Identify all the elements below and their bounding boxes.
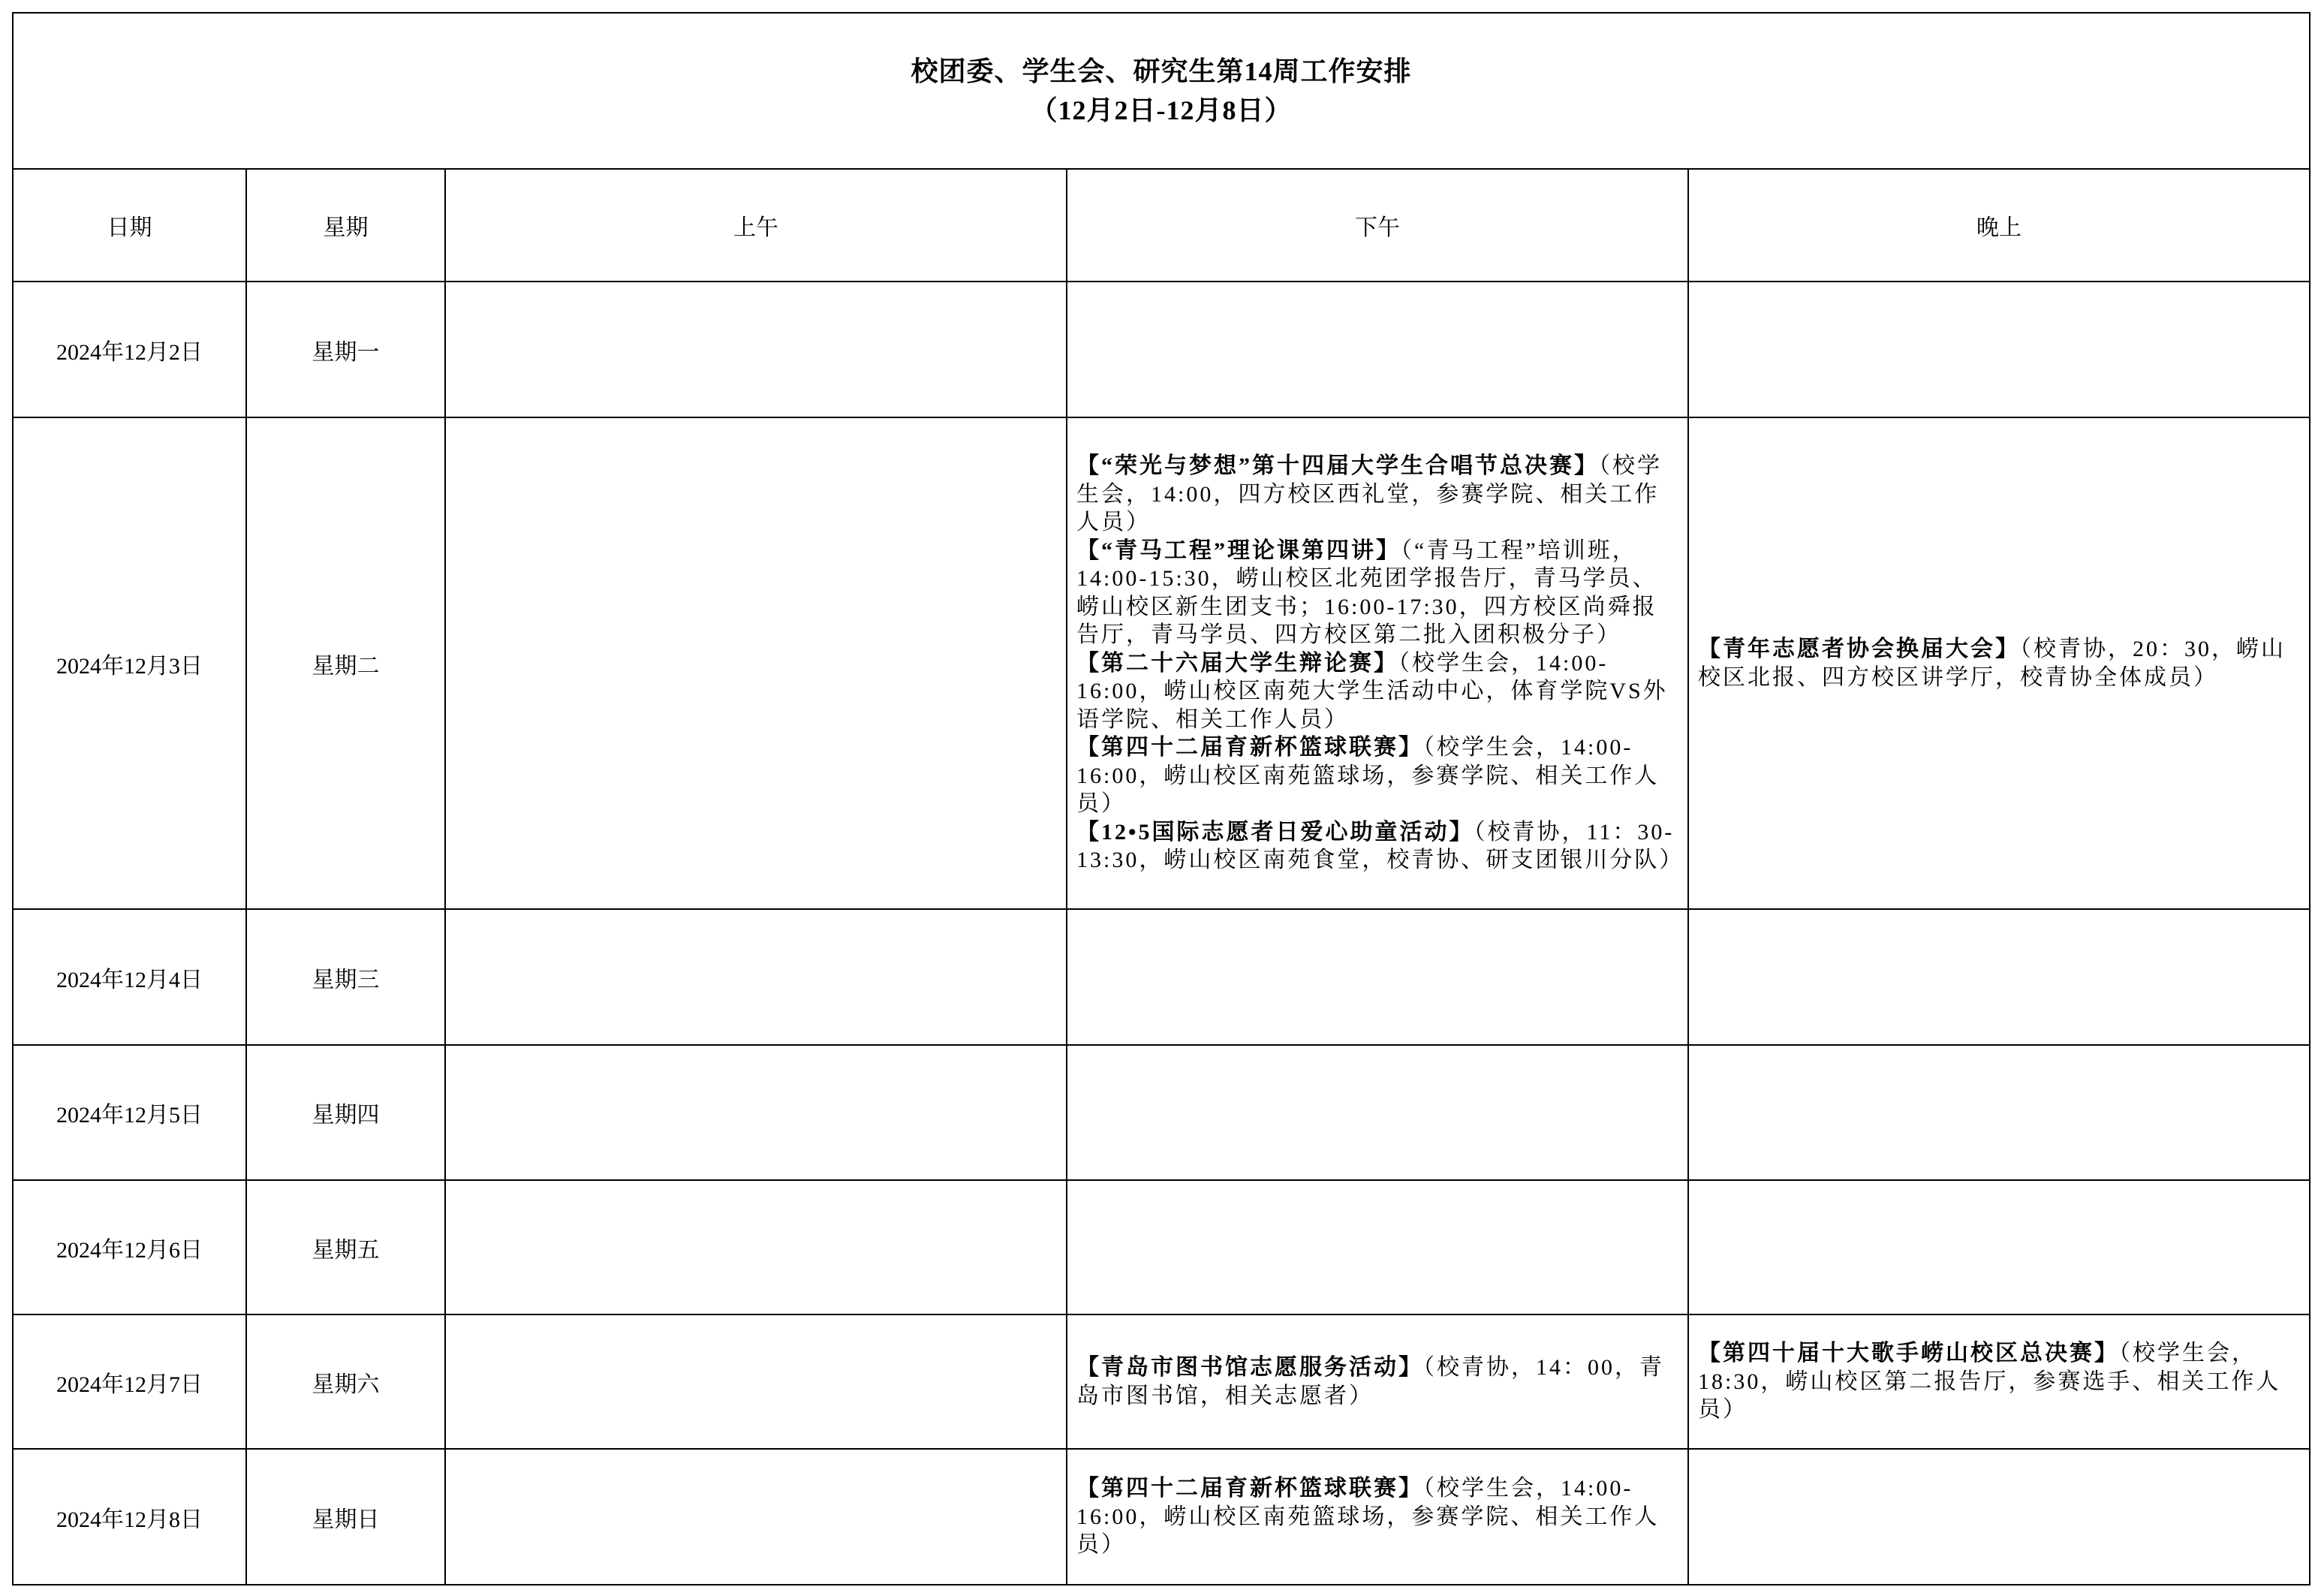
event-name: 【“青马工程”理论课第四讲】: [1076, 538, 1401, 563]
afternoon-cell: [1067, 1045, 1688, 1180]
header-afternoon: 下午: [1067, 169, 1688, 282]
event-name: 【第四十二届育新杯篮球联赛】: [1076, 735, 1423, 760]
event-entry: [1076, 733, 1677, 818]
morning-cell: [445, 1045, 1067, 1180]
date-cell: 2024年12月7日: [13, 1314, 246, 1449]
evening-cell: [1688, 282, 2310, 417]
weekday-cell: 星期一: [246, 282, 445, 417]
table-row: [13, 909, 2310, 1045]
event-detail: （校青协，14：00，青岛市图书馆，相关志愿者）: [1076, 1355, 1664, 1408]
header-morning: 上午: [445, 169, 1067, 282]
date-cell: 2024年12月6日: [13, 1180, 246, 1314]
morning-cell: [445, 282, 1067, 417]
morning-cell: [445, 1449, 1067, 1585]
event-entry: [1076, 452, 1677, 537]
weekday-cell: 星期五: [246, 1180, 445, 1314]
weekday-cell: 星期六: [246, 1314, 445, 1449]
event-name: 【12•5国际志愿者日爱心助童活动】: [1076, 819, 1474, 845]
event-detail: （校学生会，14:00-16:00，崂山校区南苑篮球场，参赛学院、相关工作人员）: [1076, 1476, 1660, 1558]
event-entry: [1698, 635, 2298, 691]
table-row: [13, 1045, 2310, 1180]
event-name: 【第四十二届育新杯篮球联赛】: [1076, 1476, 1423, 1501]
evening-cell: [1688, 1449, 2310, 1585]
header-evening: 晚上: [1688, 169, 2310, 282]
morning-cell: [445, 1314, 1067, 1449]
header-row: [13, 169, 2310, 282]
date-range: （12月2日-12月8日）: [1030, 95, 1293, 125]
header-weekday: 星期: [246, 169, 445, 282]
date-cell: 2024年12月2日: [13, 282, 246, 417]
title-cell: [13, 13, 2310, 169]
header-date: 日期: [13, 169, 246, 282]
page-title: 校团委、学生会、研究生第14周工作安排: [911, 56, 1412, 86]
event-name: 【“荣光与梦想”第十四届大学生合唱节总决赛】: [1076, 453, 1599, 479]
afternoon-cell: [1067, 1180, 1688, 1314]
event-detail: （校学生会，14:00-16:00，崂山校区南苑篮球场，参赛学院、相关工作人员）: [1076, 735, 1660, 817]
weekday-cell: 星期日: [246, 1449, 445, 1585]
table-row: [13, 1314, 2310, 1449]
morning-cell: [445, 1180, 1067, 1314]
event-entry: [1076, 1474, 1677, 1559]
event-entry: [1698, 1339, 2298, 1424]
morning-cell: [445, 417, 1067, 909]
evening-cell: [1688, 1180, 2310, 1314]
weekday-cell: 星期四: [246, 1045, 445, 1180]
weekday-cell: 星期三: [246, 909, 445, 1045]
evening-cell: [1688, 417, 2310, 909]
morning-cell: [445, 909, 1067, 1045]
schedule-table: [12, 12, 2310, 1585]
event-entry: [1076, 649, 1677, 734]
event-detail: （校学生会，14:00-16:00，崂山校区南苑大学生活动中心，体育学院VS外语学院、相关工作人员）: [1076, 650, 1668, 732]
event-detail: （校学生会，18:30，崂山校区第二报告厅，参赛选手、相关工作人员）: [1698, 1341, 2281, 1423]
afternoon-cell: [1067, 417, 1688, 909]
date-cell: 2024年12月5日: [13, 1045, 246, 1180]
event-name: 【第二十六届大学生辩论赛】: [1076, 650, 1398, 676]
event-entry: [1076, 1354, 1677, 1410]
event-detail: （校青协，11：30-13:30，崂山校区南苑食堂，校青协、研支团银川分队）: [1076, 819, 1684, 873]
event-detail: （校青协，20：30，崂山校区北报、四方校区讲学厅，校青协全体成员）: [1698, 637, 2286, 690]
date-cell: 2024年12月4日: [13, 909, 246, 1045]
table-row: [13, 1449, 2310, 1585]
table-row: [13, 417, 2310, 909]
event-name: 【青年志愿者协会换届大会】: [1698, 637, 2020, 661]
event-entry: [1076, 537, 1677, 649]
title-row: [13, 13, 2310, 169]
evening-cell: [1688, 1045, 2310, 1180]
afternoon-cell: [1067, 1449, 1688, 1585]
event-name: 【第四十届十大歌手崂山校区总决赛】: [1698, 1341, 2119, 1366]
weekday-cell: 星期二: [246, 417, 445, 909]
evening-cell: [1688, 1314, 2310, 1449]
evening-cell: [1688, 909, 2310, 1045]
event-detail: （“青马工程”培训班，14:00-15:30，崂山校区北苑团学报告厅，青马学员、崂山校区新生团支书；16:00-17:30，四方校区尚舜报告厅，青马学员、四方校区第二批入团积极分子）: [1076, 538, 1657, 648]
afternoon-cell: [1067, 282, 1688, 417]
afternoon-cell: [1067, 909, 1688, 1045]
date-cell: 2024年12月3日: [13, 417, 246, 909]
table-row: [13, 1180, 2310, 1314]
event-entry: [1076, 818, 1684, 875]
date-cell: 2024年12月8日: [13, 1449, 246, 1585]
afternoon-cell: [1067, 1314, 1688, 1449]
event-name: 【青岛市图书馆志愿服务活动】: [1076, 1355, 1423, 1380]
table-row: [13, 282, 2310, 417]
event-detail: （校学生会，14:00，四方校区西礼堂，参赛学院、相关工作人员）: [1076, 453, 1662, 535]
